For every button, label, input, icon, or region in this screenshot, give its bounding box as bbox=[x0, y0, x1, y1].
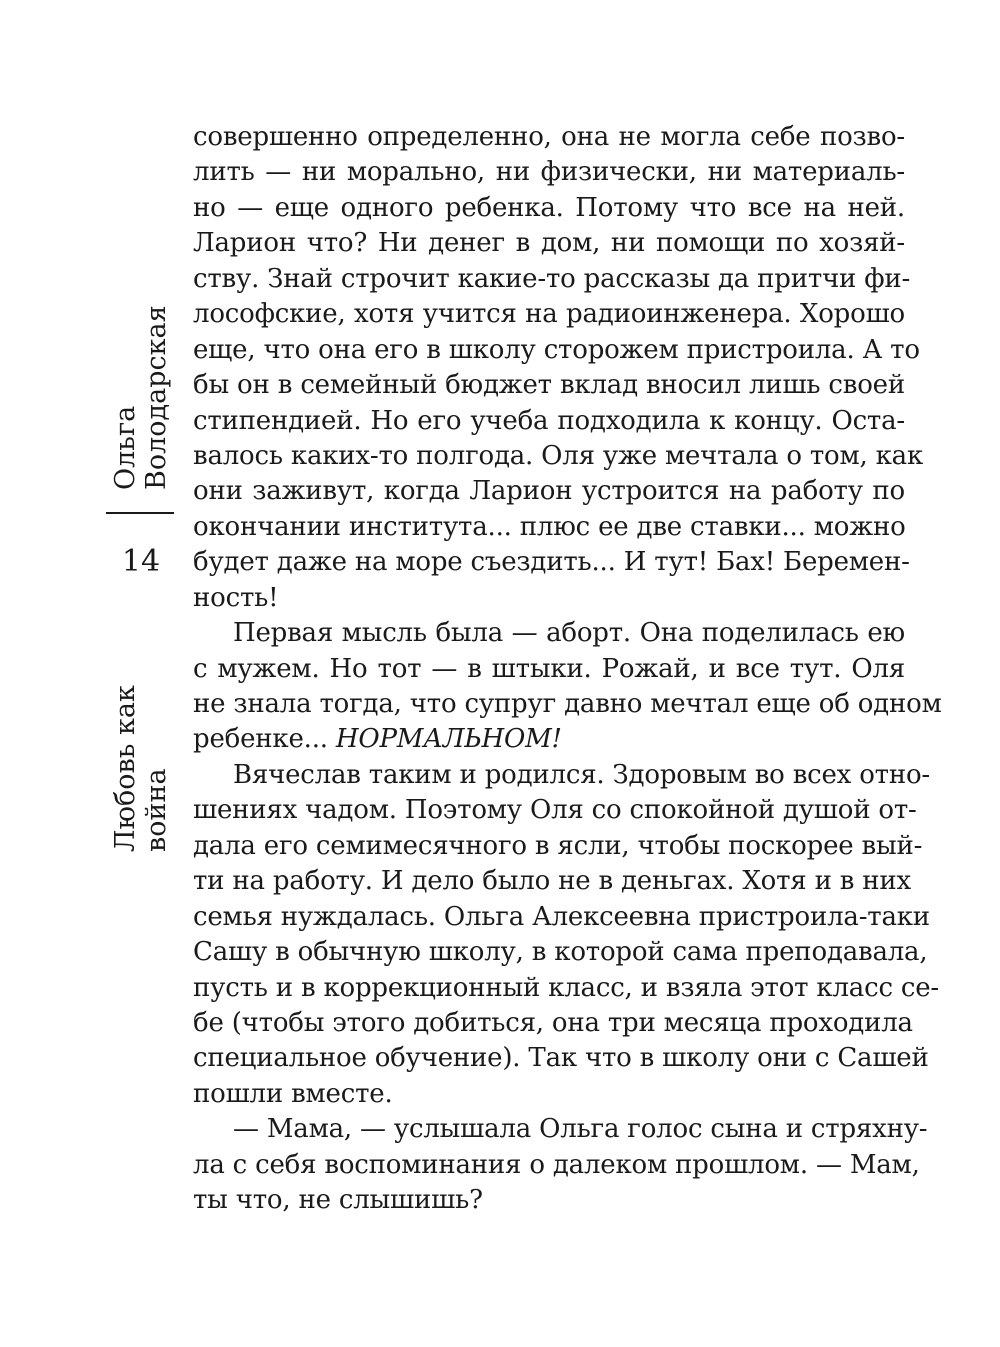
text-line: с мужем. Но тот — в штыки. Рожай, и все тут. Оля bbox=[193, 653, 905, 684]
text-line-mixed bbox=[193, 722, 905, 757]
running-head-author: Ольга Володарская bbox=[110, 305, 172, 490]
text-line: не знала тогда, что супруг давно мечтал еще об одном bbox=[193, 689, 942, 719]
text-line: пусть и в коррекционный класс, и взяла этот класс се- bbox=[193, 972, 940, 1003]
margin-divider bbox=[106, 512, 174, 514]
page-margin bbox=[100, 200, 182, 960]
text-line: специальное обучение). Так что в школу они с Сашей bbox=[193, 1043, 929, 1074]
text-line: ла с себя воспоминания о далеком прошлом. — Мам, bbox=[193, 1149, 920, 1180]
text-line: окончании института... плюс ее две ставки... можно bbox=[193, 511, 906, 542]
emphasis-text: НОРМАЛЬНОМ! bbox=[335, 724, 562, 755]
text-line: семья нуждалась. Ольга Алексеевна пристроила-таки bbox=[193, 901, 930, 932]
running-head-title: Любовь как война bbox=[110, 685, 172, 852]
text-line: ность! bbox=[193, 582, 279, 613]
text-line: они заживут, когда Ларион устроится на работу по bbox=[193, 476, 905, 507]
body-text bbox=[193, 120, 942, 1219]
text-line: бе (чтобы этого добиться, она три месяца проходила bbox=[193, 1007, 913, 1038]
text-line: ты что, не слышишь? bbox=[193, 1185, 483, 1216]
text-line: бы он в семейный бюджет вклад вносил лишь своей bbox=[193, 370, 905, 401]
text-line: Сашу в обычную школу, в которой сама преподавала, bbox=[193, 937, 928, 968]
text-line: валось каких-то полгода. Оля уже мечтала о том, как bbox=[193, 440, 924, 471]
text-line: совершенно определенно, она не могла себе позво- bbox=[193, 122, 905, 152]
text-line: Первая мысль была — аборт. Она поделилась ею bbox=[233, 618, 905, 649]
text-line: пошли вместе. bbox=[193, 1078, 393, 1109]
text-line: — Мама, — услышала Ольга голос сына и стряхну- bbox=[233, 1114, 928, 1145]
text-line: будет даже на море съездить... И тут! Бах! Беремен- bbox=[193, 547, 910, 578]
text-line: Вячеслав таким и родился. Здоровым во всех отно- bbox=[233, 759, 931, 790]
text-line: дала его семимесячного в ясли, чтобы поскорее вый- bbox=[193, 830, 923, 861]
text-line: Ларион что? Ни денег в дом, ни помощи по хозяй- bbox=[193, 228, 905, 259]
text-line: ти на работу. И дело было не в деньгах. Хотя и в них bbox=[193, 866, 911, 897]
text-line: еще, что она его в школу сторожем пристроила. А то bbox=[193, 334, 920, 365]
text-line: лософские, хотя учится на радиоинженера. Хорошо bbox=[193, 299, 905, 330]
page-number: 14 bbox=[121, 544, 161, 579]
text-line: но — еще одного ребенка. Потому что все на ней. bbox=[193, 192, 905, 223]
text-line: ству. Знай строчит какие-то рассказы да притчи фи- bbox=[193, 263, 911, 294]
text-line: лить — ни морально, ни физически, ни материаль- bbox=[193, 157, 905, 188]
text-line: стипендией. Но его учеба подходила к концу. Оста- bbox=[193, 405, 905, 436]
text-line: шениях чадом. Поэтому Оля со спокойной душой от- bbox=[193, 795, 917, 826]
text-fragment: ребенке... bbox=[193, 724, 328, 755]
